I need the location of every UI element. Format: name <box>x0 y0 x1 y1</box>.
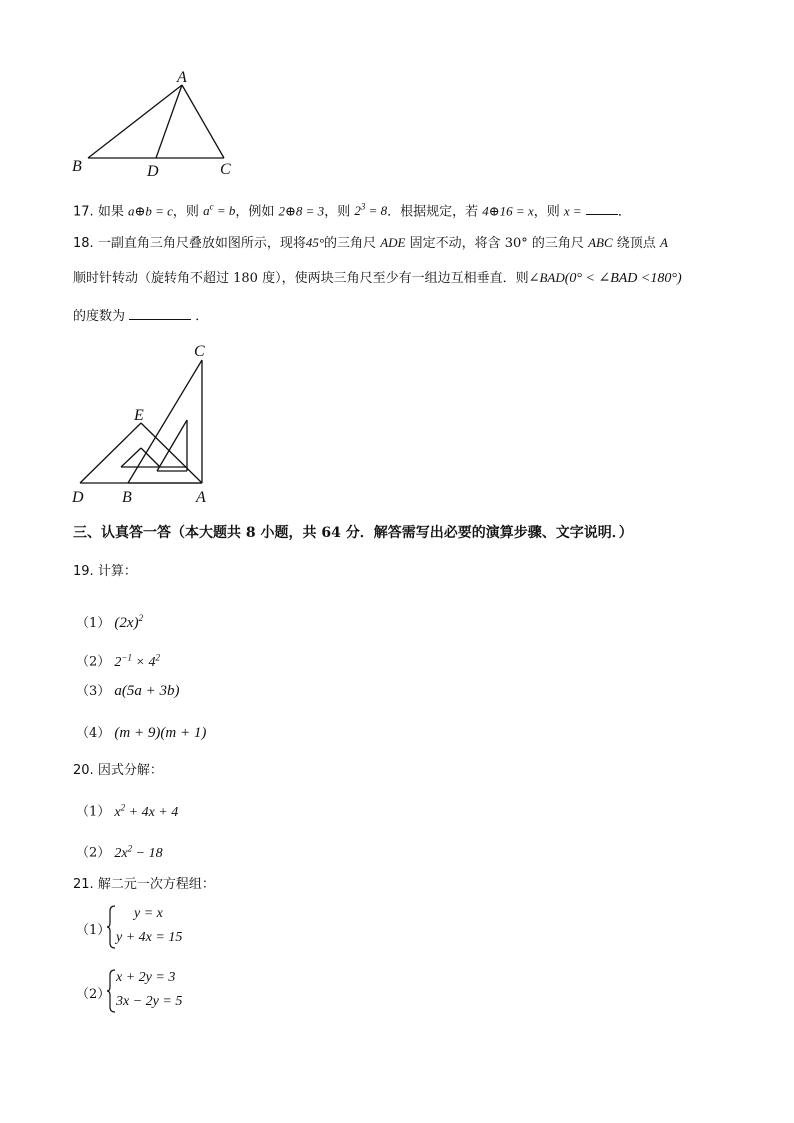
item-label: （1） <box>76 804 111 820</box>
item-label: （1） <box>76 923 111 938</box>
item-label: （2） <box>76 654 111 670</box>
math: $2x^2 - 18$ <box>114 843 163 861</box>
label-d: D <box>72 489 84 506</box>
label-b: B <box>122 489 132 506</box>
q18-line-2 <box>73 269 682 288</box>
q19-item-4 <box>76 724 206 743</box>
text: ，则 <box>172 204 199 220</box>
segment-ac <box>182 85 224 158</box>
text: 如果 <box>97 204 124 220</box>
math: $a^c = b$ <box>203 202 236 219</box>
label-d: D <box>147 163 159 180</box>
answer-blank[interactable] <box>129 307 191 320</box>
q19-title <box>73 563 137 581</box>
item-label: （4） <box>76 726 111 741</box>
text: 绕顶点 <box>616 236 656 251</box>
section-3-heading: 三、认真答一答（本大题共 8 小题，共 64 分．解答需写出必要的演算步骤、文字说明．） <box>73 525 633 541</box>
text: 的三角尺 <box>324 236 377 251</box>
q20-item-1 <box>76 798 178 822</box>
label-c: C <box>194 343 205 360</box>
question-number: 17. <box>73 204 94 220</box>
label-e: E <box>134 407 144 424</box>
item-label: （1） <box>76 616 111 631</box>
item-label: （2） <box>76 987 111 1002</box>
text: ，则 <box>533 204 560 220</box>
math: (0° < ∠BAD <180°) <box>564 271 682 286</box>
text: 因式分解： <box>97 763 163 778</box>
math: $x^2 + 4x + 4$ <box>114 802 179 820</box>
math: $2^{-1} \times 4^2$ <box>114 652 160 670</box>
math: $(2x)^2$ <box>114 613 144 631</box>
question-number: 21. <box>73 877 94 892</box>
text: 解二元一次方程组： <box>97 877 215 892</box>
question-17 <box>73 198 631 221</box>
label-a: A <box>196 489 206 506</box>
q20-title <box>73 762 163 780</box>
question-number: 19. <box>73 564 94 579</box>
question-number: 20. <box>73 763 94 778</box>
text: 计算： <box>97 564 137 579</box>
question-number: 18. <box>73 236 94 251</box>
q19-item-1 <box>76 609 143 633</box>
math: a⊕b = c <box>127 203 173 219</box>
math: 4⊕16 = x <box>482 203 534 219</box>
label-a: A <box>177 69 187 86</box>
set-squares-figure <box>68 340 228 508</box>
answer-blank[interactable] <box>586 202 618 215</box>
item-label: （2） <box>76 845 111 861</box>
segment-ad <box>156 85 182 158</box>
equation-2: 3x − 2y = 5 <box>116 994 183 1009</box>
label-c: C <box>220 161 231 178</box>
item-label: （3） <box>76 684 111 699</box>
equation-1: x + 2y = 3 <box>116 970 176 985</box>
math: ADE <box>380 235 406 250</box>
inner-ade-2 <box>121 448 141 467</box>
equation-1: y = x <box>134 906 163 921</box>
text: 顺时针转动（旋转角不超过 180 度），使两块三角尺至少有一组边互相垂直．则 <box>73 271 529 286</box>
q20-item-2 <box>76 839 163 863</box>
segment-ea <box>141 423 202 483</box>
math: $2^3 = 8$ <box>354 202 388 219</box>
triangle-abc-figure <box>68 68 248 180</box>
math: 45° <box>305 235 325 250</box>
math: ∠BAD <box>528 270 565 285</box>
text: 的度数为 <box>73 309 126 324</box>
math: ABC <box>588 235 613 250</box>
q19-item-3 <box>76 682 180 701</box>
text: ． <box>195 309 209 324</box>
math: (m + 9)(m + 1) <box>114 725 207 741</box>
text: ，则 <box>324 204 351 220</box>
math: a(5a + 3b) <box>114 683 180 699</box>
q19-item-2 <box>76 648 160 672</box>
left-brace-icon <box>106 905 116 949</box>
text: ． <box>617 204 631 220</box>
q18-line-3 <box>73 307 208 326</box>
text: 固定不动，将含 30° 的三角尺 <box>409 236 584 251</box>
math: A <box>659 235 668 250</box>
q18-line-1 <box>73 234 668 253</box>
left-brace-icon <box>106 969 116 1013</box>
text: ．根据规定，若 <box>387 204 479 220</box>
label-b: B <box>72 158 82 175</box>
text: 一副直角三角尺叠放如图所示，现将 <box>97 236 306 251</box>
math: 2⊕8 = 3 <box>278 203 325 219</box>
math: x = <box>563 203 582 219</box>
segment-de <box>80 423 141 483</box>
text: ，例如 <box>235 204 275 220</box>
equation-2: y + 4x = 15 <box>116 930 183 945</box>
segment-ba <box>88 85 182 158</box>
q21-title <box>73 876 215 894</box>
